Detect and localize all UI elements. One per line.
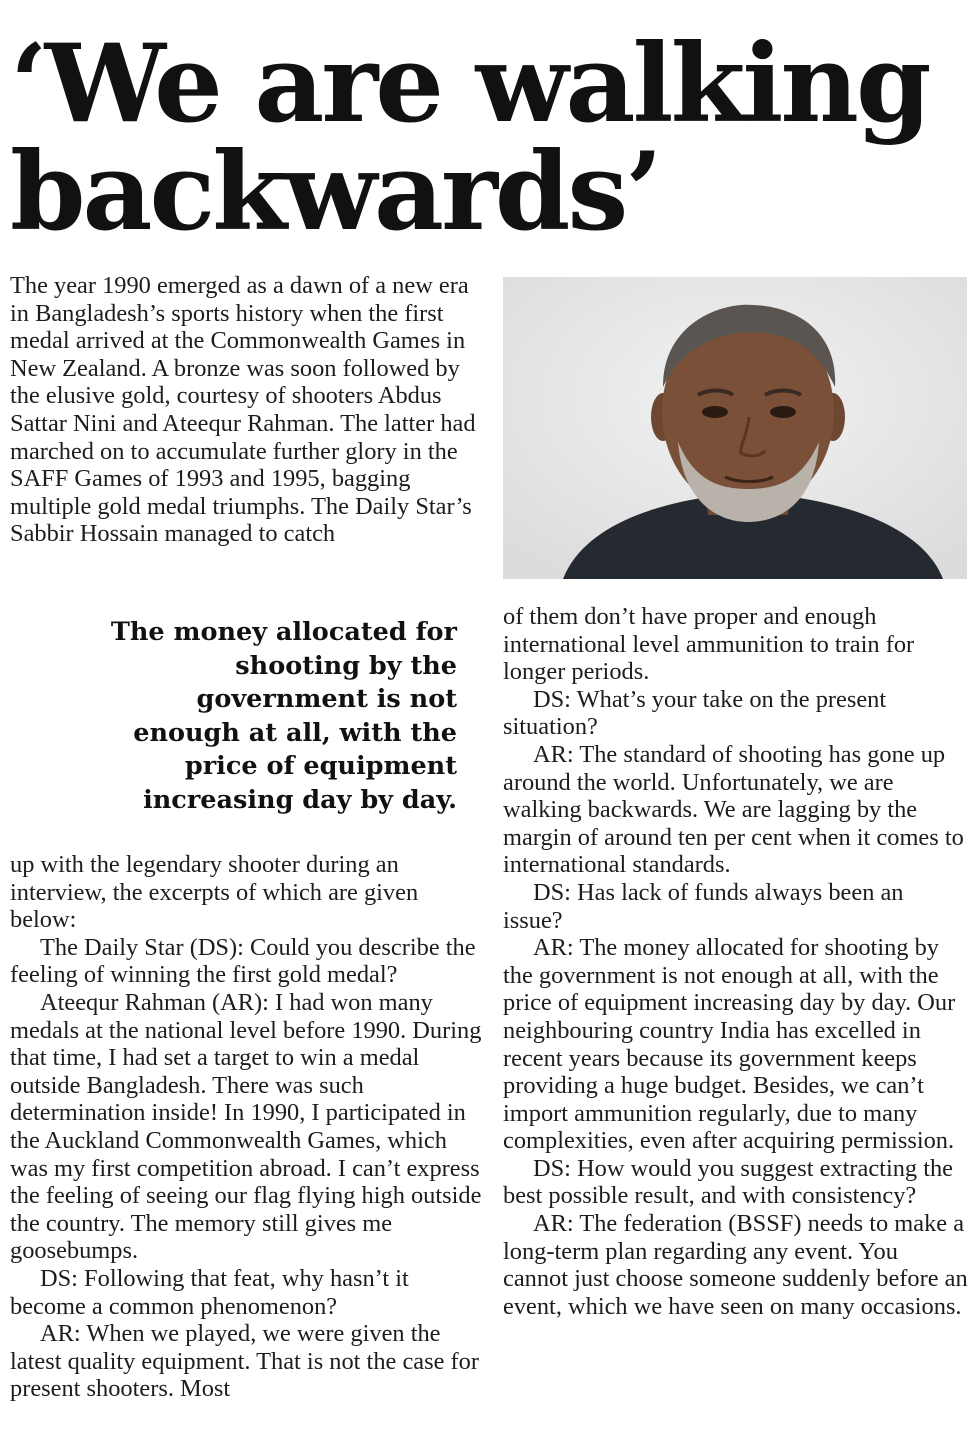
article-column-2 (503, 603, 968, 1320)
pull-quote: The money allocated for shooting by the government is not enough at all, with the price of equipment increasing day by day. (110, 617, 457, 815)
paragraph: DS: What’s your take on the present situation? (503, 685, 887, 741)
paragraph: AR: When we played, we were given the latest quality equipment. That is not the case for present shooters. Most (10, 1320, 479, 1403)
paragraph: of them don’t have proper and enough international level ammunition to train for longer periods. (503, 603, 915, 686)
portrait-icon (503, 277, 967, 579)
paragraph: AR: The standard of shooting has gone up around the world. Unfortunately, we are walking backwards. We are lagging by the margin of around ten per cent when it comes to international standards. (503, 740, 964, 879)
headline-line-1: ‘We are walking (10, 21, 929, 147)
headline (10, 21, 970, 255)
interviewee-photo (503, 277, 967, 579)
headline-line-2: backwards’ (10, 129, 660, 255)
paragraph: DS: Following that feat, why hasn’t it become a common phenomenon? (10, 1264, 409, 1320)
intro-paragraph (10, 272, 490, 548)
article-column-1 (10, 851, 485, 1403)
paragraph: DS: Has lack of funds always been an issue? (503, 878, 904, 934)
paragraph: The Daily Star (DS): Could you describe the feeling of winning the first gold medal? (10, 933, 476, 989)
intro-text: The year 1990 emerged as a dawn of a new era in Bangladesh’s sports history when the first medal arrived at the Commonwealth Games in New Zealand. A bronze was soon followed by the elusive gold, courtesy of shooters Abdus Sattar Nini and Ateequr Rahman. The latter had marched on to accumulate further glory in the SAFF Games of 1993 and 1995, bagging multiple gold medal triumphs. The Daily Star’s Sabbir Hossain managed to catch (10, 272, 476, 548)
paragraph: DS: How would you suggest extracting the best possible result, and with consistency? (503, 1154, 954, 1210)
paragraph: AR: The money allocated for shooting by the government is not enough at all, with the price of equipment increasing day by day. Our neighbouring country India has excelled in recent years because its government keeps providing a huge budget. Besides, we can’t import ammunition regularly, due to many complexities, even after acquiring permission. (503, 934, 956, 1155)
paragraph: AR: The federation (BSSF) needs to make a long-term plan regarding any event. You cannot just choose someone suddenly before an event, which we have seen on many occasions. (503, 1210, 968, 1320)
paragraph: up with the legendary shooter during an interview, the excerpts of which are given below: (10, 851, 419, 934)
paragraph: Ateequr Rahman (AR): I had won many medals at the national level before 1990. During that time, I had set a target to win a medal outside Bangladesh. There was such determination inside! In 1990, I participated in the Auckland Commonwealth Games, which was my first competition abroad. I can’t express the feeling of seeing our flag flying high outside the country. The memory still gives me goosebumps. (10, 988, 482, 1265)
